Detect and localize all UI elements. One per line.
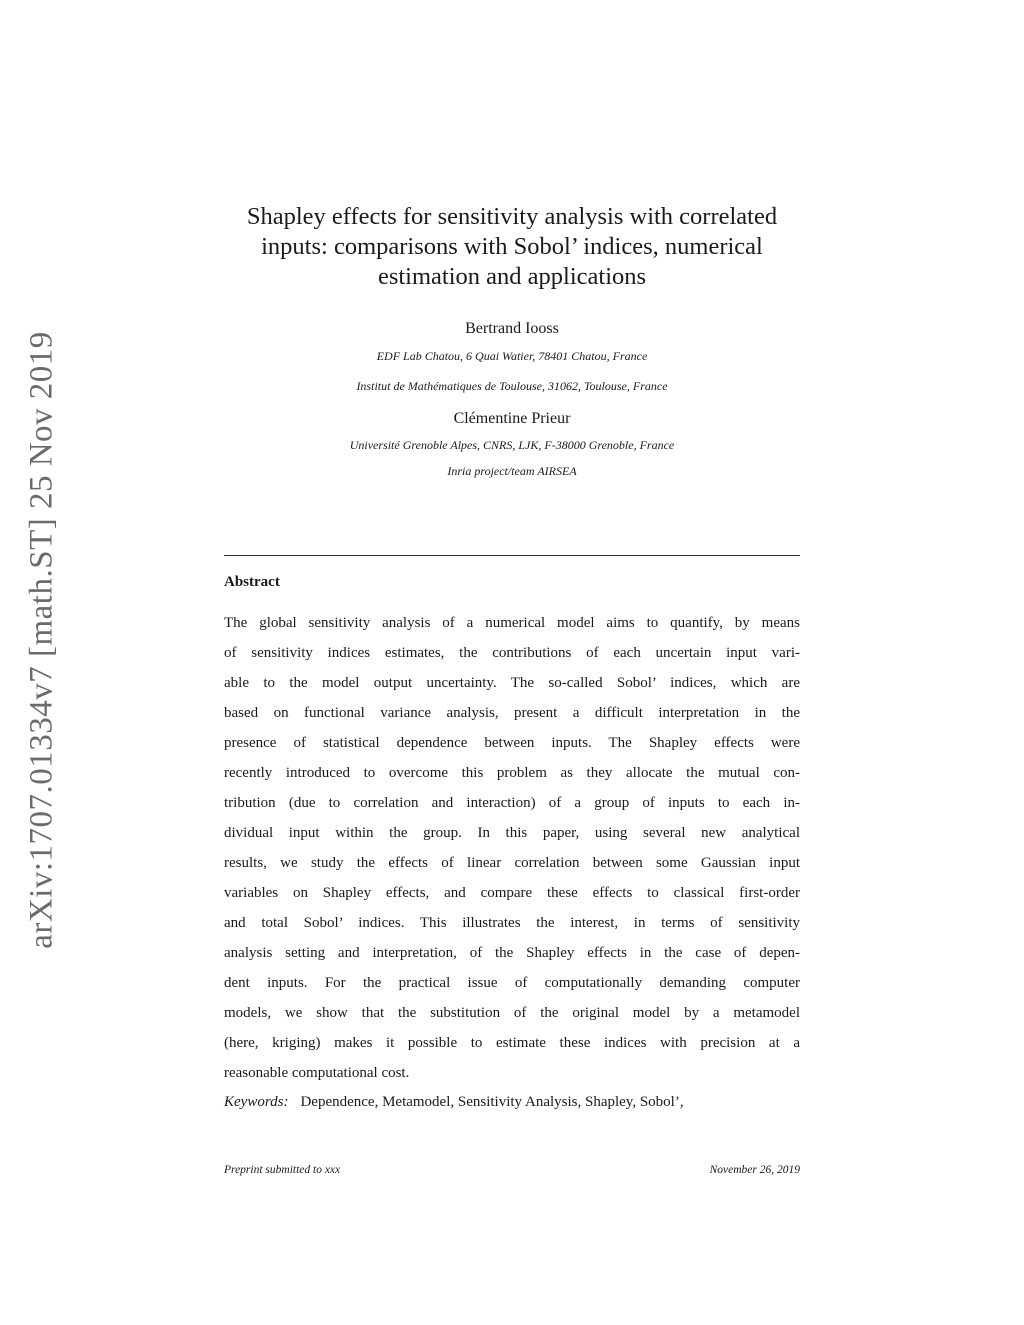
keywords: [224, 1094, 800, 1111]
preprint-note: Preprint submitted to xxx: [224, 1164, 341, 1176]
abstract-line-16: reasonable computational cost.: [224, 1065, 410, 1081]
author-2-affiliation-1: Université Grenoble Alpes, CNRS, LJK, F-38000 Grenoble, France: [349, 438, 675, 452]
abstract-line-11: and total Sobol’ indices. This illustrates the interest, in terms of sensitivity: [224, 915, 800, 931]
preprint-date: November 26, 2019: [709, 1164, 800, 1176]
abstract-line-10: variables on Shapley effects, and compare these effects to classical first-order: [224, 885, 800, 901]
abstract-line-6: recently introduced to overcome this problem as they allocate the mutual con-: [224, 765, 800, 781]
author-1-affiliation-2: Institut de Mathématiques de Toulouse, 31062, Toulouse, France: [356, 379, 668, 393]
abstract-line-8: dividual input within the group. In this paper, using several new analytical: [224, 825, 800, 841]
title-line-1: Shapley effects for sensitivity analysis with correlated: [246, 203, 778, 230]
keywords-text: Dependence, Metamodel, Sensitivity Analysis, Shapley, Sobol’,: [300, 1094, 684, 1110]
arxiv-identifier: arXiv:1707.01334v7 [math.ST] 25 Nov 2019: [23, 331, 60, 949]
abstract-line-15: (here, kriging) makes it possible to estimate these indices with precision at a: [224, 1035, 800, 1051]
author-name-1: Bertrand Iooss: [465, 320, 559, 337]
author-2-affiliation-2: Inria project/team AIRSEA: [447, 464, 577, 478]
abstract-line-7: tribution (due to correlation and interaction) of a group of inputs to each in-: [224, 795, 800, 811]
abstract-line-14: models, we show that the substitution of the original model by a metamodel: [224, 1005, 800, 1021]
abstract-body: [224, 611, 800, 1091]
abstract-line-2: of sensitivity indices estimates, the contributions of each uncertain input vari-: [224, 645, 800, 661]
author-name-2: Clémentine Prieur: [453, 410, 571, 427]
abstract-line-5: presence of statistical dependence between inputs. The Shapley effects were: [224, 735, 800, 751]
abstract-line-13: dent inputs. For the practical issue of computationally demanding computer: [224, 975, 800, 991]
abstract-line-12: analysis setting and interpretation, of the Shapley effects in the case of depen-: [224, 945, 800, 961]
author-1-affiliation-1: EDF Lab Chatou, 6 Quai Watier, 78401 Chatou, France: [376, 349, 648, 363]
keywords-label: Keywords:: [224, 1094, 289, 1110]
abstract-heading: Abstract: [224, 574, 280, 590]
title-line-2: inputs: comparisons with Sobol’ indices, numerical: [261, 233, 763, 260]
title-line-3: estimation and applications: [377, 263, 647, 290]
abstract-line-4: based on functional variance analysis, present a difficult interpretation in the: [224, 705, 800, 721]
abstract-line-9: results, we study the effects of linear correlation between some Gaussian input: [224, 855, 800, 871]
paper-title: [200, 202, 824, 292]
abstract-line-1: The global sensitivity analysis of a numerical model aims to quantify, by means: [224, 615, 800, 631]
abstract-line-3: able to the model output uncertainty. The so-called Sobol’ indices, which are: [224, 675, 800, 691]
header-divider: [224, 555, 800, 556]
